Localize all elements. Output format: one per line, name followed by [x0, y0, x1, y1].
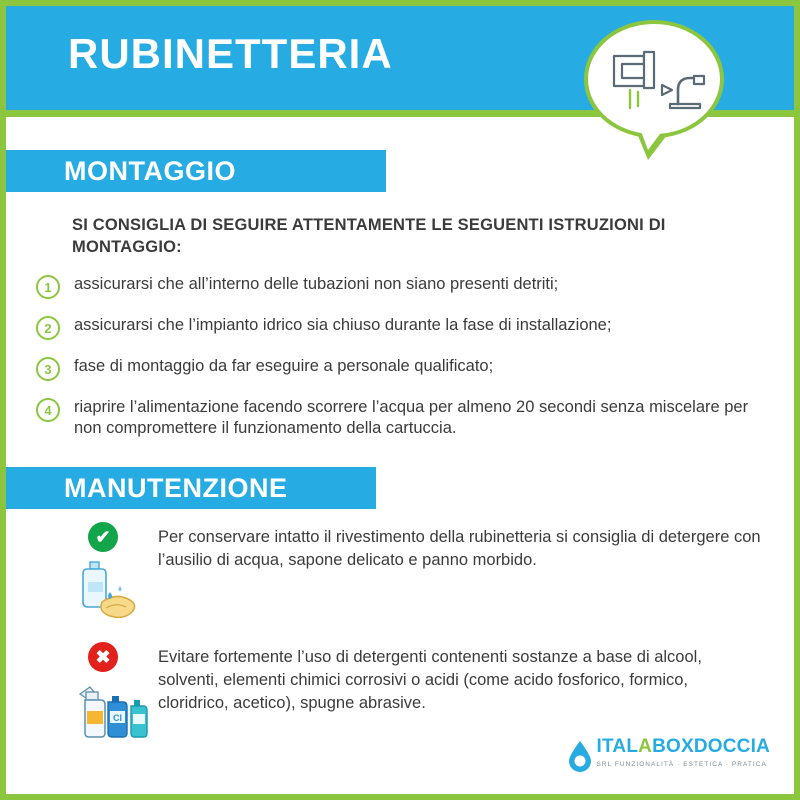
badge-tail-inner: [638, 123, 668, 150]
section-header-manutenzione: MANUTENZIONE: [6, 467, 376, 509]
steps-list: [36, 274, 776, 455]
maintenance-item-allowed: [72, 522, 762, 572]
svg-text:Cl: Cl: [113, 713, 122, 723]
maintenance-text: Evitare fortemente l’uso di detergenti contenenti sostanze a base di alcool, solventi, elementi chimici corrosivi o acidi (come acido fosforico, formico, cloridrico, acetico), spugne abrasive.: [158, 648, 702, 712]
soap-bottle-and-cloth-illustration: [76, 558, 160, 625]
logo-accent: A: [638, 736, 653, 757]
maintenance-icon-column: [72, 642, 158, 723]
maintenance-icon-column: [72, 522, 158, 572]
step-text: riaprire l’alimentazione facendo scorrere l’acqua per almeno 20 secondi senza miscelare per non compromettere il funzionamento della cartuccia.: [74, 398, 749, 437]
section-header-montaggio: MONTAGGIO: [6, 150, 386, 192]
step-number: 4: [36, 398, 60, 422]
maintenance-text: Per conservare intatto il rivestimento della rubinetteria si consiglia di detergere con l’ausilio di acqua, sapone delicato e panno morbido.: [158, 528, 761, 569]
step-number: 1: [36, 275, 60, 299]
list-item: [36, 356, 776, 381]
step-text: fase di montaggio da far eseguire a personale qualificato;: [74, 357, 494, 375]
water-drop-icon: [567, 740, 593, 772]
list-item: [36, 397, 776, 439]
chemical-bottles-illustration: [76, 678, 160, 747]
logo-part-1: ITAL: [596, 736, 639, 757]
list-item: [36, 315, 776, 340]
list-item: [36, 274, 776, 299]
logo-part-2: BOXDOCCIA: [652, 736, 770, 757]
maintenance-item-forbidden: [72, 642, 762, 723]
brand-logo: [567, 738, 770, 774]
step-text: assicurarsi che all’interno delle tubazioni non siano presenti detriti;: [74, 275, 559, 293]
step-number: 2: [36, 316, 60, 340]
step-text: assicurarsi che l’impianto idrico sia chiuso durante la fase di installazione;: [74, 316, 612, 334]
intro-text: SI CONSIGLIA DI SEGUIRE ATTENTAMENTE LE SEGUENTI ISTRUZIONI DI MONTAGGIO:: [72, 216, 666, 256]
logo-text: [597, 738, 770, 774]
check-circle-icon: ✔: [88, 522, 118, 552]
cross-circle-icon: ✖: [88, 642, 118, 672]
faucet-icon: [584, 20, 724, 138]
page-title: RUBINETTERIA: [68, 30, 393, 77]
logo-tagline: SRL FUNZIONALITÀ · ESTETICA · PRATICA: [596, 761, 767, 768]
step-number: 3: [36, 357, 60, 381]
